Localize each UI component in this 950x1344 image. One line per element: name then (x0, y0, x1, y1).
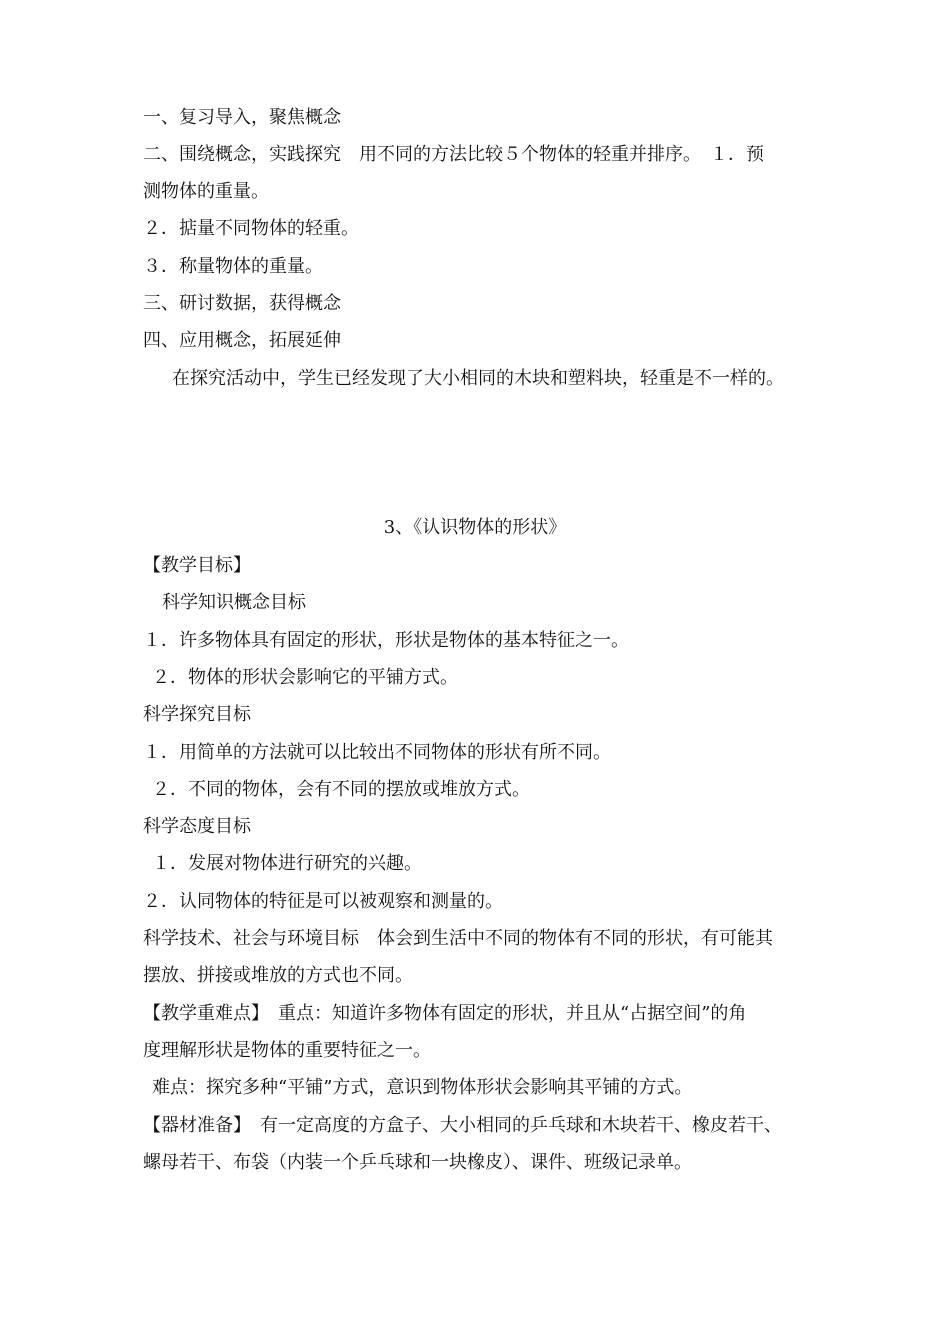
paragraph: 在探究活动中，学生已经发现了大小相同的木块和塑料块，轻重是不一样的。 (172, 368, 784, 389)
subheading-inquiry-goals: 科学探究目标 (143, 704, 251, 725)
list-item: １．发展对物体进行研究的兴趣。 (152, 853, 422, 874)
section-discuss-data: 三、研讨数据，获得概念 (143, 293, 341, 314)
list-item: ２．物体的形状会影响它的平铺方式。 (152, 667, 458, 688)
subheading-attitude-goals: 科学态度目标 (143, 816, 251, 837)
section-review-intro: 一、复习导入，聚焦概念 (143, 107, 341, 128)
heading-key-difficult-points: 【教学重难点】 重点：知道许多物体有固定的形状，并且从“占据空间”的角 (143, 1003, 747, 1024)
heading-teaching-goals: 【教学目标】 (143, 555, 251, 576)
list-item: ２．掂量不同物体的轻重。 (143, 218, 359, 239)
heading-materials: 【器材准备】 有一定高度的方盒子、大小相同的乒乓球和木块若干、橡皮若干、 (143, 1115, 782, 1136)
paragraph-difficulty: 难点：探究多种“平铺”方式，意识到物体形状会影响其平铺的方式。 (152, 1077, 693, 1098)
text-line: 度理解形状是物体的重要特征之一。 (143, 1040, 431, 1061)
paragraph-sts-goals: 科学技术、社会与环境目标 体会到生活中不同的物体有不同的形状，有可能其 (143, 928, 773, 949)
text-line: 测物体的重量。 (143, 181, 269, 202)
text-line: 螺母若干、布袋（内装一个乒乓球和一块橡皮）、课件、班级记录单。 (143, 1152, 692, 1173)
text-line: 摆放、拼接或堆放的方式也不同。 (143, 965, 413, 986)
section-practice-inquiry: 二、围绕概念，实践探究 用不同的方法比较５个物体的轻重并排序。 １．预 (143, 144, 764, 165)
subheading-knowledge-goals: 科学知识概念目标 (162, 592, 306, 613)
list-item: ２．不同的物体，会有不同的摆放或堆放方式。 (152, 779, 530, 800)
list-item: ２．认同物体的特征是可以被观察和测量的。 (143, 891, 503, 912)
list-item: ３．称量物体的重量。 (143, 256, 323, 277)
list-item: １．用简单的方法就可以比较出不同物体的形状有所不同。 (143, 742, 611, 763)
list-item: １．许多物体具有固定的形状，形状是物体的基本特征之一。 (143, 630, 629, 651)
section-apply-concepts: 四、应用概念，拓展延伸 (143, 330, 341, 351)
lesson-title: 3、《认识物体的形状》 (383, 517, 567, 538)
